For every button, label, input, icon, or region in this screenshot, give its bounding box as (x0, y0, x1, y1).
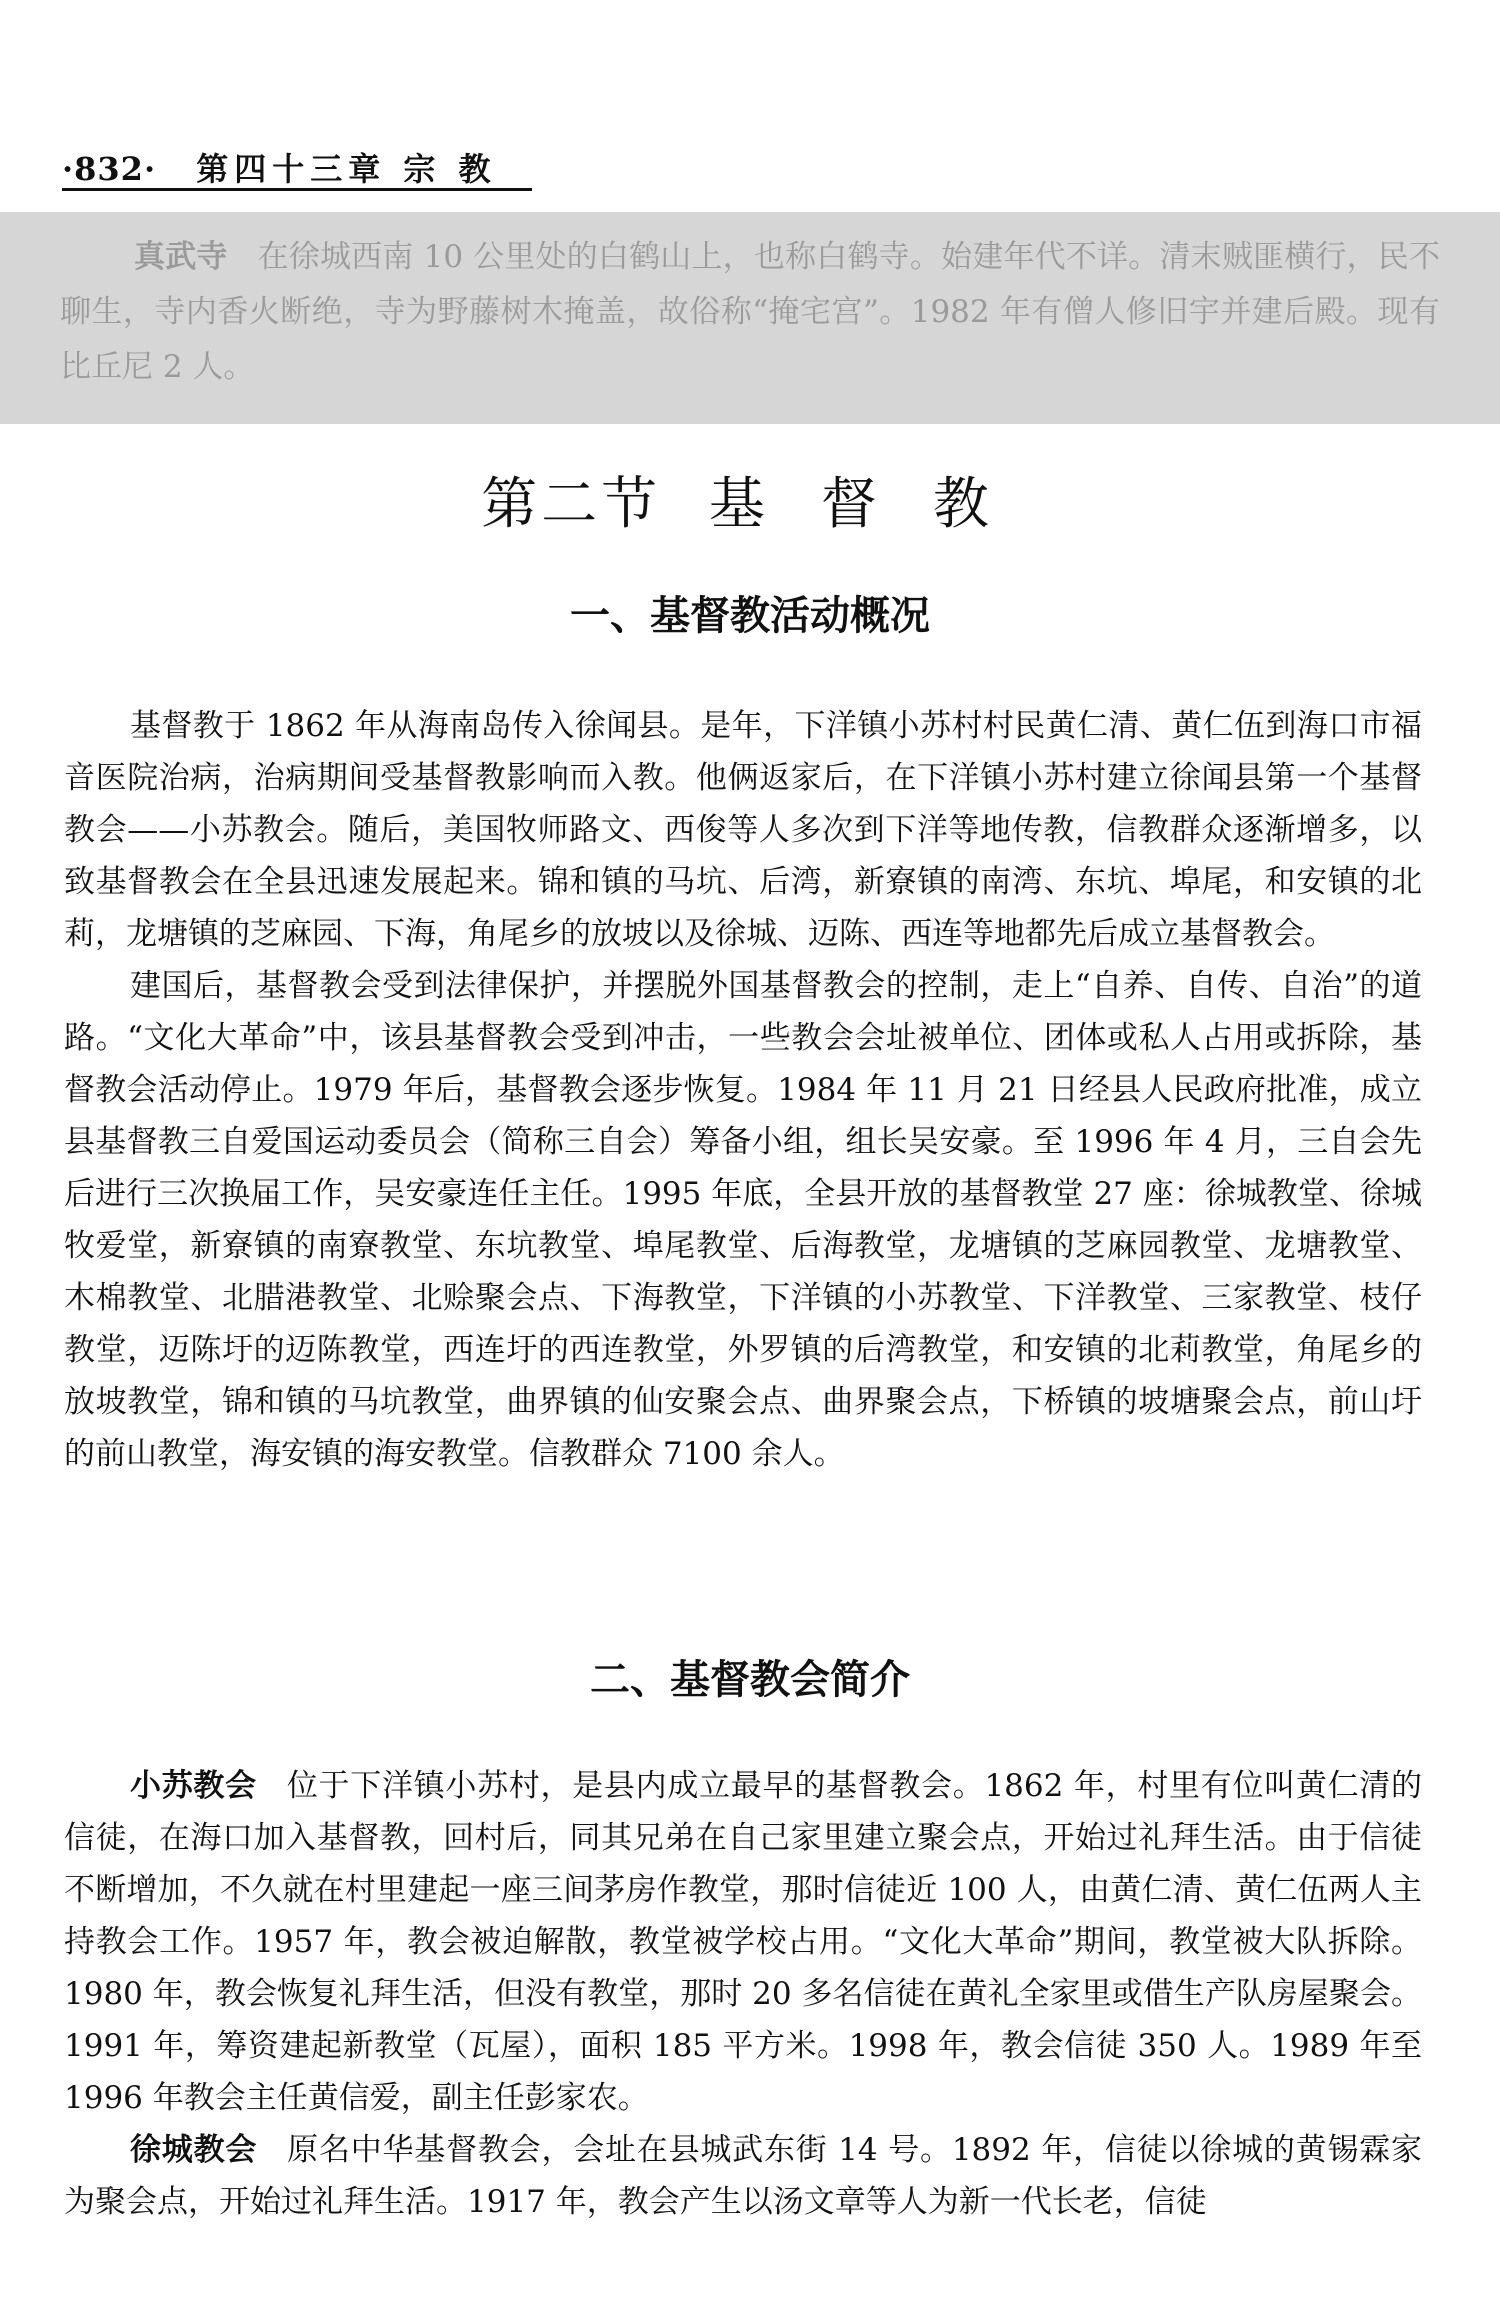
section-char-1: 基 (708, 472, 769, 537)
section-char-3: 教 (932, 472, 993, 537)
section-char-2: 督 (820, 472, 881, 537)
xiaosu-term: 小苏教会 (130, 1768, 257, 1804)
overview-paragraph-1: 基督教于 1862 年从海南岛传入徐闻县。是年，下洋镇小苏村村民黄仁清、黄仁伍到海口市福音医院治病，治病期间受基督教影响而入教。他俩返家后，在下洋镇小苏村建立徐闻县第一个基督教会——小苏教会。随后，美国牧师路文、西俊等人多次到下洋等地传教，信教群众逐渐增多，以致基督教会在全县迅速发展起来。锦和镇的马坑、后湾，新寮镇的南湾、东坑、埠尾，和安镇的北莉，龙塘镇的芝麻园、下海，角尾乡的放坡以及徐城、迈陈、西连等地都先后成立基督教会。 (64, 708, 1422, 952)
xiaosu-text: 位于下洋镇小苏村，是县内成立最早的基督教会。1862 年，村里有位叫黄仁清的信徒，在海口加入基督教，回村后，同其兄弟在自己家里建立聚会点，开始过礼拜生活。由于信徒不断增加，不久就在村里建起一座三间茅房作教堂，那时信徒近 100 人，由黄仁清、黄仁伍两人主持教会工作。1957 年，教会被迫解散，教堂被学校占用。“文化大革命”期间，教堂被大队拆除。1980 年，教会恢复礼拜生活，但没有教堂，那时 20 多名信徒在黄礼全家里或借生产队房屋聚会。1991 年，筹资建起新教堂（瓦屋），面积 185 平方米。1998 年，教会信徒 350 人。1989 年至 1996 年教会主任黄信爱，副主任彭家农。 (64, 1768, 1422, 2116)
xucheng-church-paragraph (64, 2124, 1422, 2228)
xucheng-text: 原名中华基督教会，会址在县城武东街 14 号。1892 年，信徒以徐城的黄锡霖家为聚会点，开始过礼拜生活。1917 年，教会产生以汤文章等人为新一代长老，信徒 (64, 2132, 1423, 2220)
zhenwu-text: 在徐城西南 10 公里处的白鹤山上，也称白鹤寺。始建年代不详。清末贼匪横行，民不聊生，寺内香火断绝，寺为野藤树木掩盖，故俗称“掩宅宫”。1982 年有僧人修旧宇并建后殿。现有比丘尼 2 人。 (60, 239, 1440, 385)
overview-paragraph-2: 建国后，基督教会受到法律保护，并摆脱外国基督教会的控制，走上“自养、自传、自治”的道路。“文化大革命”中，该县基督教会受到冲击，一些教会会址被单位、团体或私人占用或拆除，基督教会活动停止。1979 年后，基督教会逐步恢复。1984 年 11 月 21 日经县人民政府批准，成立县基督教三自爱国运动委员会（简称三自会）筹备小组，组长吴安豪。至 1996 年 4 月，三自会先后进行三次换届工作，吴安豪连任主任。1995 年底，全县开放的基督教堂 27 座：徐城教堂、徐城牧爱堂，新寮镇的南寮教堂、东坑教堂、埠尾教堂、后海教堂，龙塘镇的芝麻园教堂、龙塘教堂、木棉教堂、北腊港教堂、北赊聚会点、下海教堂，下洋镇的小苏教堂、下洋教堂、三家教堂、枝仔教堂，迈陈圩的迈陈教堂，西连圩的西连教堂，外罗镇的后湾教堂，和安镇的北莉教堂，角尾乡的放坡教堂，锦和镇的马坑教堂，曲界镇的仙安聚会点、曲界聚会点，下桥镇的坡塘聚会点，前山圩的前山教堂，海安镇的海安教堂。信教群众 7100 余人。 (64, 968, 1422, 1472)
zhenwu-temple-paragraph (60, 230, 1440, 395)
zhenwu-term: 真武寺 (134, 239, 228, 275)
subsection-title-churches: 二、基督教会简介 (590, 1656, 910, 1703)
page-number: ·832· (62, 150, 157, 188)
overview-body (64, 700, 1422, 1480)
header-rule (62, 188, 532, 191)
section-number: 第二节 (481, 472, 662, 537)
xucheng-term: 徐城教会 (130, 2132, 258, 2168)
section-title (0, 460, 1500, 540)
subsection-title-overview: 一、基督教活动概况 (570, 592, 930, 639)
xiaosu-church-paragraph (64, 1760, 1422, 2124)
page-header (62, 144, 497, 190)
chapter-title: 第四十三章 宗 教 (196, 150, 497, 188)
shaded-paragraph-block (0, 212, 1500, 424)
churches-body (64, 1760, 1422, 2228)
